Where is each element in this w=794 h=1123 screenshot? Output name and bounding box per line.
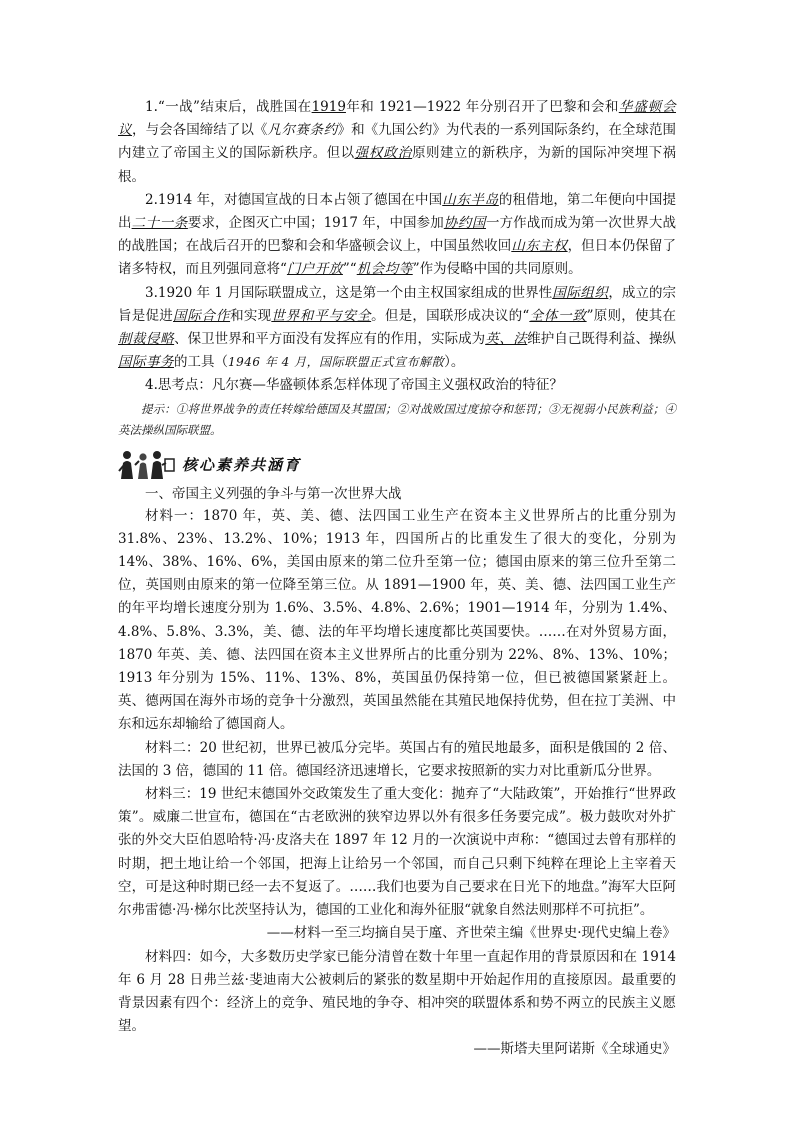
text: 和实现 <box>230 307 272 324</box>
blank-answer: 1946 年 4 月，国际联盟正式宣布解散 <box>228 355 445 370</box>
blank-answer: 国际合作 <box>173 307 231 324</box>
paragraph-3 <box>118 282 676 375</box>
section-banner <box>118 447 676 481</box>
text: ）。 <box>444 354 465 371</box>
text: 一方作战而成为第一次世界大战的战胜国；在战后召开的巴黎和会和华盛顿会议上，中国虽然收回 <box>118 215 677 255</box>
text: 3.1920 年 1 月国际联盟成立，这是第一个由主权国家组成的世界性 <box>145 284 553 301</box>
text: 原则建立的新秩序，为新的国际冲突埋下祸根。 <box>118 145 677 185</box>
paragraph-1 <box>118 96 676 189</box>
text: 的租借地，第二年便向中国提出 <box>118 191 677 232</box>
blank-answer: 英、法 <box>485 331 528 348</box>
text: ，但日本仍保留了诸多特权，而且列强同意将“ <box>118 238 676 278</box>
text: 要求，企图灭亡中国；1917 年，中国参加 <box>187 215 444 232</box>
blank-answer: 强权政治 <box>354 145 413 162</box>
text: 年和 1921—1922 年分别召开了巴黎和会和 <box>345 99 619 115</box>
text: 。但是，国联形成决议的“ <box>371 307 530 324</box>
text: 的工具（ <box>174 354 228 371</box>
material-2: 材料二：20 世纪初，世界已被瓜分完毕。英国占有的殖民地最多，面积是俄国的 2 倍、法国的 3 倍，德国的 11 倍。德国经济迅速增长，它要求按照新的实力对比重新瓜分世界。 <box>118 739 676 779</box>
blank-answer: 门户开放 <box>286 261 343 278</box>
text: 1.“一战”结束后，战胜国在 <box>145 99 312 115</box>
banner-title: 核心素养共涵育 <box>182 455 302 474</box>
blank-answer: 二十一条 <box>131 215 188 232</box>
blank-answer: 机会均等 <box>356 261 413 278</box>
blank-answer: 制裁侵略 <box>118 331 175 348</box>
paragraph-4-question: 4.思考点：凡尔赛—华盛顿体系怎样体现了帝国主义强权政治的特征？ <box>145 377 563 394</box>
blank-answer: 全体一致 <box>529 307 587 324</box>
text: 、保卫世界和平方面没有发挥应有的作用，实际成为 <box>174 331 486 348</box>
people-group-icon <box>118 449 176 479</box>
hint-text: 提示：①将世界战争的责任转嫁给德国及其盟国；②对战败国过度掠夺和惩罚；③无视弱小民族利益；④英法操纵国际联盟。 <box>118 401 676 437</box>
text: ”原则，使其在 <box>586 307 677 324</box>
blank-answer: 世界和平与安全 <box>271 307 372 324</box>
blank-answer: 国际事务 <box>118 354 174 371</box>
blank-answer: 山东主权 <box>511 238 568 255</box>
blank-answer: 国际组织 <box>552 284 609 301</box>
section-title: 一、帝国主义列强的争斗与第一次世界大战 <box>145 485 402 502</box>
material-4: 材料四：如今，大多数历史学家已能分清曾在数十年里一直起作用的背景原因和在 1914 年 6 月 28 日弗兰兹·斐迪南大公被刺后的紧张的数星期中开始起作用的直接原因。最重要的背景因素有四个：经济上的竞争、殖民地的争夺、相冲突的联盟体系和势不两立的民族主义愿望。 <box>118 948 676 1035</box>
text: ，与会各国缔结了以《 <box>132 122 268 139</box>
text: 2.1914 年，对德国宣战的日本占领了德国在中国 <box>145 191 443 208</box>
text: ”“ <box>342 261 357 278</box>
text: 维护自己既得利益、操纵 <box>527 331 677 348</box>
blank-answer: 协约国 <box>443 215 487 232</box>
blank-answer: 1919 <box>311 99 346 115</box>
text: ”作为侵略中国的共同原则。 <box>412 261 582 278</box>
blank-answer: 凡尔赛条约 <box>267 122 338 139</box>
paragraph-2 <box>118 189 676 282</box>
blank-answer: 华盛顿会议 <box>118 99 677 139</box>
text: ，成立的宗旨是促进 <box>118 284 677 324</box>
blank-answer: 山东半岛 <box>442 191 499 208</box>
source-citation-1: ——材料一至三均摘自吴于廑、齐世荣主编《世界史·现代史编上卷》 <box>266 925 676 942</box>
source-citation-2: ——斯塔夫里阿诺斯《全球通史》 <box>473 1041 676 1058</box>
document-content <box>118 96 676 1062</box>
material-1: 材料一：1870 年，英、美、德、法四国工业生产在资本主义世界所占的比重分别为 31.8%、23%、13.2%、10%；1913 年，四国所占的比重发生了很大的变化，分别为 14%、38%、16%、6%，美国由原来的第二位升至第一位；德国由原来的第三位升至第二位，英国则由原来的第一位降至第三位。从 1891—1900 年，英、美、德、法四国工业生产的年平均增长速度分别为 1.6%、3.5%、4.8%、2.6%；1901—1914 年，分别为 1.4%、4.8%、5.8%、3.3%，美、德、法的年平均增长速度都比英国要快。……在对外贸易方面，1870 年英、美、德、法四国在资本主义世界所占的比重分别为 22%、8%、13%、10%；1913 年分别为 15%、11%、13%、8%，英国虽仍保持第一位，但已被德国紧紧赶上。英、德两国在海外市场的竞争十分激烈，英国虽然能在其殖民地保持优势，但在拉丁美洲、中东和远东却输给了德国商人。 <box>118 507 676 733</box>
text: 》和《九国公约》为代表的一系列国际条约，在全球范围内建立了帝国主义的国际新秩序。但以 <box>118 122 677 162</box>
material-3: 材料三：19 世纪末德国外交政策发生了重大变化：抛弃了“大陆政策”，开始推行“世界政策”。威廉二世宣布，德国在“古老欧洲的狭窄边界以外有很多任务要完成”。极力鼓吹对外扩张的外交大臣伯恩哈特·冯·皮洛夫在 1897 年 12 月的一次演说中声称：“德国过去曾有那样的时期，把土地让给一个邻国，把海上让给另一个邻国，而自己只剩下纯粹在理论上主宰着天空，可是这种时期已经一去不复返了。……我们也要为自己要求在日光下的地盘。”海军大臣阿尔弗雷德·冯·梯尔比茨坚持认为，德国的工业化和海外征服“就象自然法则那样不可抗拒”。 <box>118 786 676 919</box>
